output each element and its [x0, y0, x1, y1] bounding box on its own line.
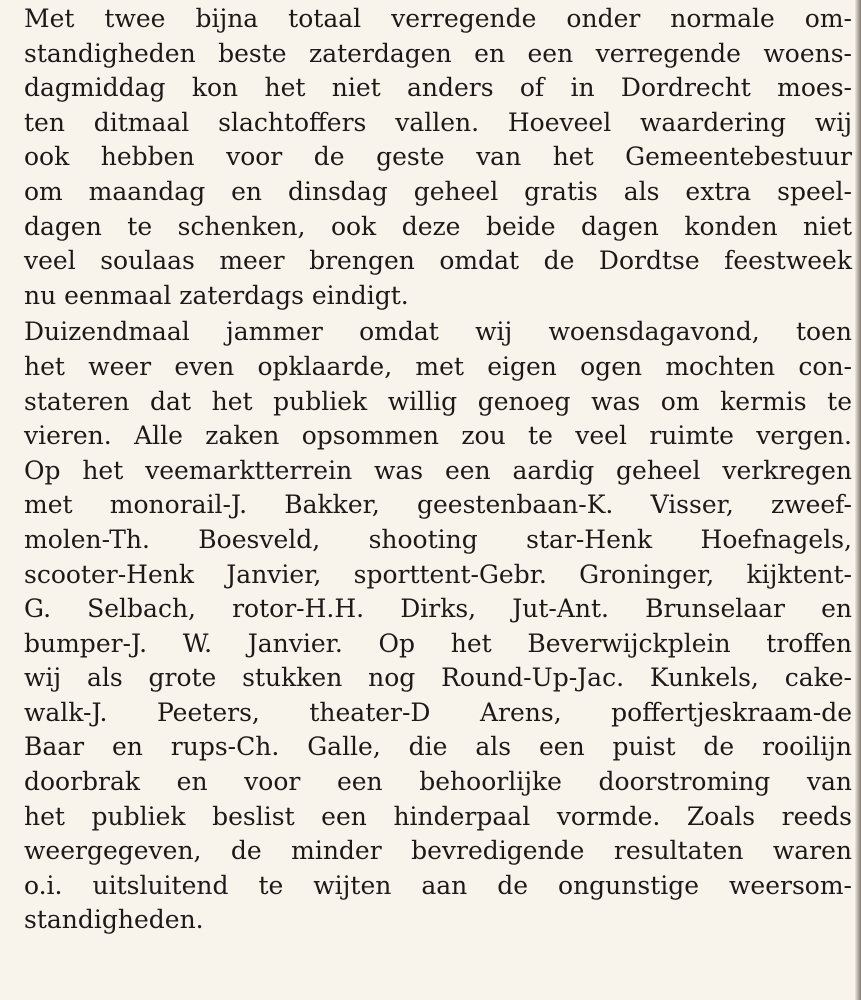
- text-line: standigheden beste zaterdagen en een verregende woens-: [24, 38, 852, 68]
- text-line: het weer even opklaarde, met eigen ogen mochten con-: [24, 351, 852, 381]
- text-line: wij als grote stukken nog Round-Up-Jac. Kunkels, cake-: [24, 663, 852, 693]
- text-line: standigheden.: [24, 905, 204, 935]
- text-line: ten ditmaal slachtoffers vallen. Hoeveel waardering wij: [24, 107, 852, 137]
- paragraph-2: [24, 315, 852, 938]
- text-line: nu eenmaal zaterdags eindigt.: [24, 280, 409, 310]
- article-body: [24, 2, 852, 938]
- text-line: Op het veemarktterrein was een aardig geheel verkregen: [24, 455, 852, 485]
- text-line: Duizendmaal jammer omdat wij woensdagavond, toen: [24, 317, 852, 347]
- text-line: Baar en rups-Ch. Galle, die als een puist de rooilijn: [24, 732, 852, 762]
- text-line: walk-J. Peeters, theater-D Arens, poffertjeskraam-de: [24, 697, 852, 727]
- text-line: Met twee bijna totaal verregende onder normale om-: [24, 4, 852, 33]
- text-line: het publiek beslist een hinderpaal vormde. Zoals reeds: [24, 801, 852, 831]
- text-line: met monorail-J. Bakker, geestenbaan-K. Visser, zweef-: [24, 490, 852, 520]
- text-line: bumper-J. W. Janvier. Op het Beverwijckplein troffen: [24, 628, 852, 658]
- text-line: o.i. uitsluitend te wijten aan de ongunstige weersom-: [24, 870, 852, 900]
- text-line: weergegeven, de minder bevredigende resultaten waren: [24, 836, 852, 866]
- text-line: G. Selbach, rotor-H.H. Dirks, Jut-Ant. Brunselaar en: [24, 594, 852, 624]
- text-line: ook hebben voor de geste van het Gemeentebestuur: [24, 142, 852, 172]
- paragraph-1: [24, 2, 852, 313]
- text-line: om maandag en dinsdag geheel gratis als extra speel-: [24, 176, 852, 206]
- text-line: doorbrak en voor een behoorlijke doorstroming van: [24, 767, 852, 797]
- text-line: stateren dat het publiek willig genoeg was om kermis te: [24, 386, 852, 416]
- text-line: scooter-Henk Janvier, sporttent-Gebr. Groninger, kijktent-: [24, 559, 852, 589]
- text-line: vieren. Alle zaken opsommen zou te veel ruimte vergen.: [24, 421, 852, 451]
- text-line: molen-Th. Boesveld, shooting star-Henk Hoefnagels,: [24, 524, 852, 554]
- text-line: dagmiddag kon het niet anders of in Dordrecht moes-: [24, 73, 852, 103]
- text-line: dagen te schenken, ook deze beide dagen konden niet: [24, 211, 852, 241]
- page-edge-shadow: [855, 0, 861, 1000]
- text-line: veel soulaas meer brengen omdat de Dordtse feestweek: [24, 246, 852, 276]
